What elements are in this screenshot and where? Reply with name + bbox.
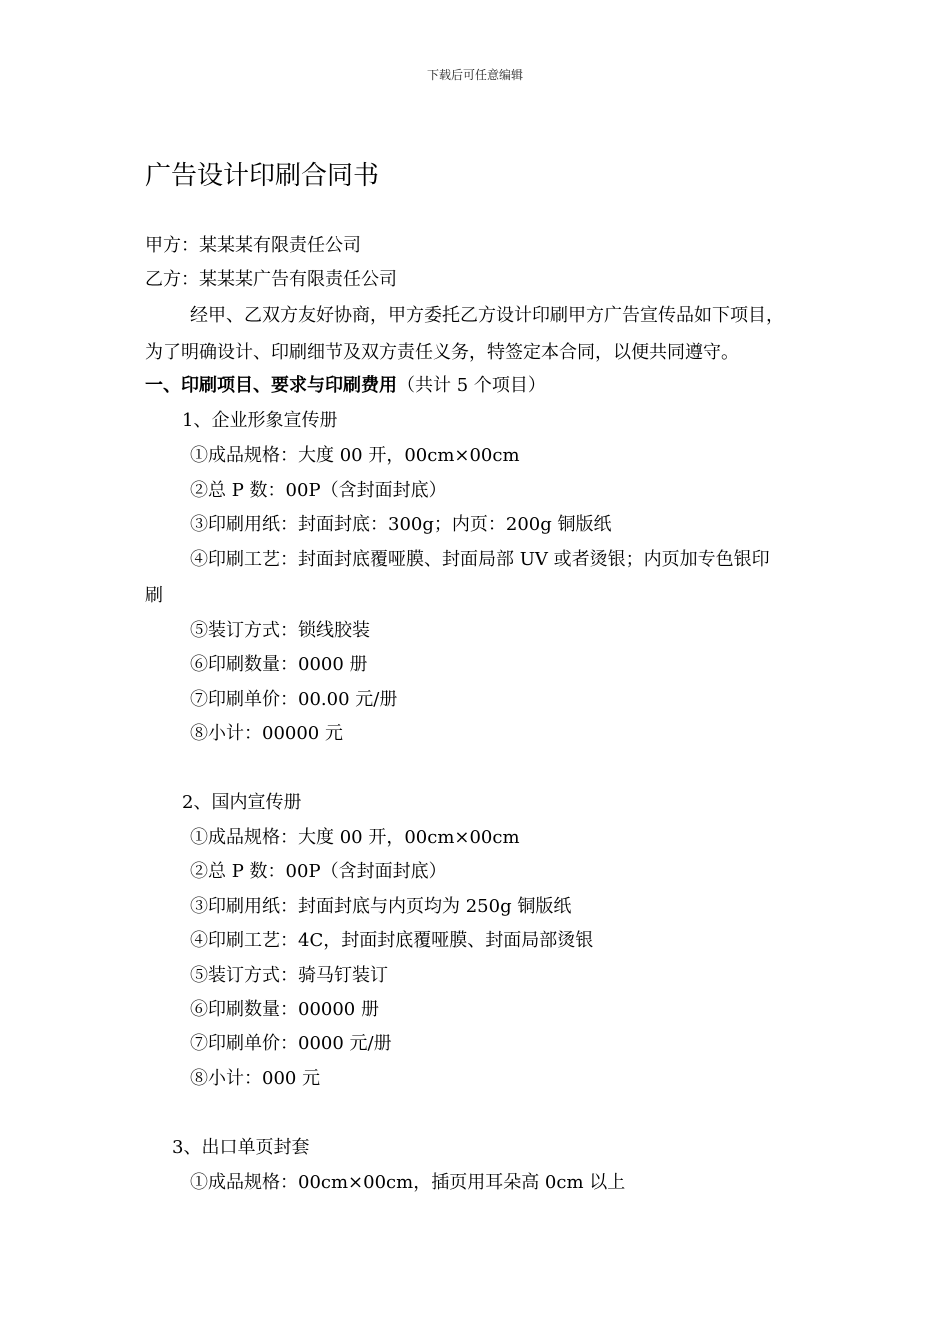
item-2-paper: ③印刷用纸：封面封底与内页均为 250g 铜版纸 xyxy=(190,896,572,917)
item-2-subtotal: ⑧小计：000 元 xyxy=(190,1068,321,1089)
item-2-title: 2、国内宣传册 xyxy=(182,792,302,813)
section-1-heading xyxy=(145,375,546,397)
item-3-title: 3、出口单页封套 xyxy=(172,1137,310,1158)
party-a: 甲方：某某某有限责任公司 xyxy=(145,235,361,256)
item-2-price: ⑦印刷单价：0000 元/册 xyxy=(190,1033,392,1054)
item-1-title: 1、企业形象宣传册 xyxy=(182,410,338,431)
intro-line-2: 为了明确设计、印刷细节及双方责任义务，特签定本合同，以便共同遵守。 xyxy=(145,342,739,363)
item-1-subtotal: ⑧小计：00000 元 xyxy=(190,723,343,744)
page-header: 下载后可任意编辑 xyxy=(426,68,523,82)
document-title: 广告设计印刷合同书 xyxy=(145,161,380,191)
item-1-spec: ①成品规格：大度 00 开，00cm×00cm xyxy=(190,445,520,466)
item-1-craft-line-1: ④印刷工艺：封面封底覆哑膜、封面局部 UV 或者烫银；内页加专色银印 xyxy=(190,549,770,570)
item-2-craft: ④印刷工艺：4C，封面封底覆哑膜、封面局部烫银 xyxy=(190,930,594,951)
item-1-paper: ③印刷用纸：封面封底：300g；内页：200g 铜版纸 xyxy=(190,514,612,535)
item-1-pages: ②总 P 数：00P（含封面封底） xyxy=(190,480,447,501)
party-b: 乙方：某某某广告有限责任公司 xyxy=(145,269,397,290)
item-2-spec: ①成品规格：大度 00 开，00cm×00cm xyxy=(190,827,520,848)
item-1-price: ⑦印刷单价：00.00 元/册 xyxy=(190,689,398,710)
item-2-quantity: ⑥印刷数量：00000 册 xyxy=(190,999,379,1020)
section-1-heading-note: （共计 5 个项目） xyxy=(397,375,546,396)
section-1-heading-text: 一、印刷项目、要求与印刷费用 xyxy=(145,375,397,396)
item-3-spec: ①成品规格：00cm×00cm，插页用耳朵高 0cm 以上 xyxy=(190,1172,626,1193)
item-2-binding: ⑤装订方式：骑马钉装订 xyxy=(190,965,388,986)
item-1-binding: ⑤装订方式：锁线胶装 xyxy=(190,620,370,641)
item-1-craft-line-2: 刷 xyxy=(145,585,163,606)
item-2-pages: ②总 P 数：00P（含封面封底） xyxy=(190,861,447,882)
item-1-quantity: ⑥印刷数量：0000 册 xyxy=(190,654,368,675)
intro-line-1: 经甲、乙双方友好协商，甲方委托乙方设计印刷甲方广告宣传品如下项目， xyxy=(190,305,784,326)
